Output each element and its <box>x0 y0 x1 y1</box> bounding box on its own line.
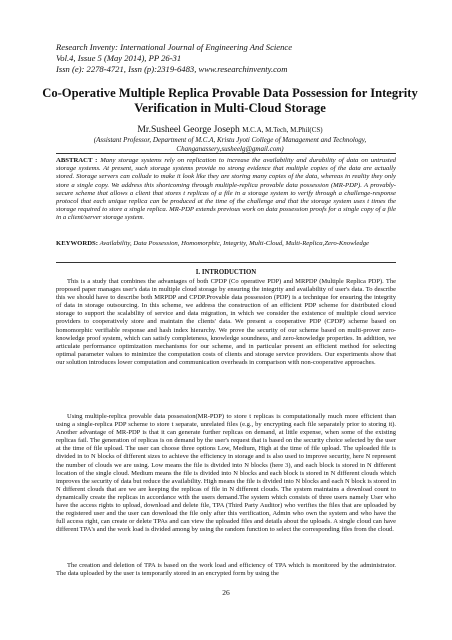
author-degrees: M.C.A, M.Tech, M.Phil(CS) <box>242 126 323 134</box>
journal-issn: Issn (e): 2278-4721, Issn (p):2319-6483, www.researchinventy.com <box>56 64 288 74</box>
paragraph-1-text: This is a study that combines the advantages of both CPDP (Co operative PDP) and MRPDP (Multiple Replica PDP). The proposed paper manages user's data in multiple cloud storage by ensuring the integrity and availability of user's data. To describe this we should have to describe both MRPDP and CPDP.Provable data possession (PDP) is a technique for ensuring the integrity of data in storage outsourcing. In this scheme, we address the construction of an efficient PDP scheme for distributed cloud storage to support the scalability of service and data migration, in which we consider the existence of multiple cloud service providers to cooperatively store and maintain the clients' data. We present a cooperative PDP (CPDP) scheme based on homomorphic verifiable response and hash index hierarchy. We prove the security of our scheme based on multi-prover zero-knowledge proof system, which can satisfy completeness, knowledge soundness, and zero-knowledge properties. In addition, we articulate performance optimization mechanisms for our scheme, and in particular present an efficient method for selecting optimal parameter values to minimize the computation costs of clients and storage service providers. Our experiments show that our solution introduces lower computation and communication overheads in comparison with non-cooperative approaches. <box>56 278 396 366</box>
affiliation-line-2: Changanassery,susheelg@gmail.com) <box>176 145 284 153</box>
abstract <box>56 157 396 223</box>
section-heading-introduction: I. INTRODUCTION <box>195 269 257 276</box>
journal-header <box>56 42 406 75</box>
introduction-paragraph-2 <box>56 413 396 534</box>
paper-title: Co-Operative Multiple Replica Provable Data Possession for Integrity Verification in Multi-Cloud Storage <box>42 86 418 115</box>
keywords-text: Availability, Data Possession, Homomorphic, Integrity, Multi-Cloud, Multi-Replica,Zero-Knowledge <box>99 240 370 247</box>
journal-volume: Vol.4, Issue 5 (May 2014), PP 26-31 <box>56 53 182 63</box>
abstract-label: ABSTRACT : <box>56 157 98 164</box>
page-number: 26 <box>222 588 230 597</box>
author-affiliation <box>40 136 420 154</box>
author-line <box>40 124 420 136</box>
author-name: Mr.Susheel George Joseph <box>137 124 240 135</box>
abstract-text: Many storage systems rely on replication to increase the availability and durability of data on untrusted storage systems. At present, such storage systems provide no strong evidence that multiple copies of the data are actually stored. Storage servers can collude to make it look like they are storing many copies of the data, whereas in reality they only store a single copy. We address this shortcoming through multiple-replica provable data possession (MR-PDP). A provably-secure scheme that allows a client that stores t replicas of a file in a storage system to verify through a challenge-response protocol that each unique replica can be produced at the time of the challenge and that the storage system uses t times the storage required to store a single replica. MR-PDP extends previous work on data possession proofs for a single copy of a file in a client/server storage system. <box>56 157 397 222</box>
paragraph-3-text: The creation and deletion of TPA is based on the work load and efficiency of TPA which is monitored by the administrator. The data uploaded by the user is temporarily stored in an encrypted form by using the <box>56 562 396 578</box>
keywords <box>56 240 396 248</box>
introduction-paragraph-3 <box>56 562 396 578</box>
journal-name: Research Inventy: International Journal of Engineering And Science <box>56 42 293 52</box>
keywords-label: KEYWORDS: <box>56 240 98 247</box>
introduction-paragraph-1 <box>56 278 396 367</box>
affiliation-line-1: (Assistant Professor, Department of M.C.A, Kristu Jyoti College of Management and Technology, <box>93 136 367 144</box>
bottom-divider <box>56 262 396 263</box>
paragraph-2-text: Using multiple-replica provable data possession(MR-PDP) to store t replicas is computationally much more efficient than using a single-replica PDP scheme to store t separate, unrelated files (e.g., by encrypting each file separately prior to storing it). Another advantage of MR-PDP is that it can generate further replicas on demand, at little expense, when some of the existing replicas fail. The generation of replicas is on demand by the user's request that is based on the security choice selected by the user at the time of file upload. The user can choose three options Low, Medium, High at the time of file upload. The uploaded file is divided in to N blocks of different sizes to achieve the efficiency in storage and is also used to improve security, here N represent the number of clouds we are using. Low means the file is divided into N blocks (here 3), and each block is stored in N different location of the single cloud. Medium means the file is divided into N blocks and each block is stored in N different clouds which improves the security of data but reduce the availability. High means the file is divided into N blocks and each N block is stored in N different clouds that are we are keeping the replicas of file in N different clouds. The system maintains a download count to dynamically create the replicas in accordance with the users demand.The system which consists of three users namely User who have the access rights to upload, download and delete file, TPA (Third Party Auditor) who verifies the files that are uploaded by the registered user and the user can download the file only after this verification, Admin who own the system and who have the full access right, can create or delete TPAs and can view the uploaded files and details about the uploads. A single cloud can have different TPA's and the work load is divided among by using the random function to select the corresponding files from the cloud. <box>56 413 396 534</box>
top-divider <box>56 153 396 154</box>
